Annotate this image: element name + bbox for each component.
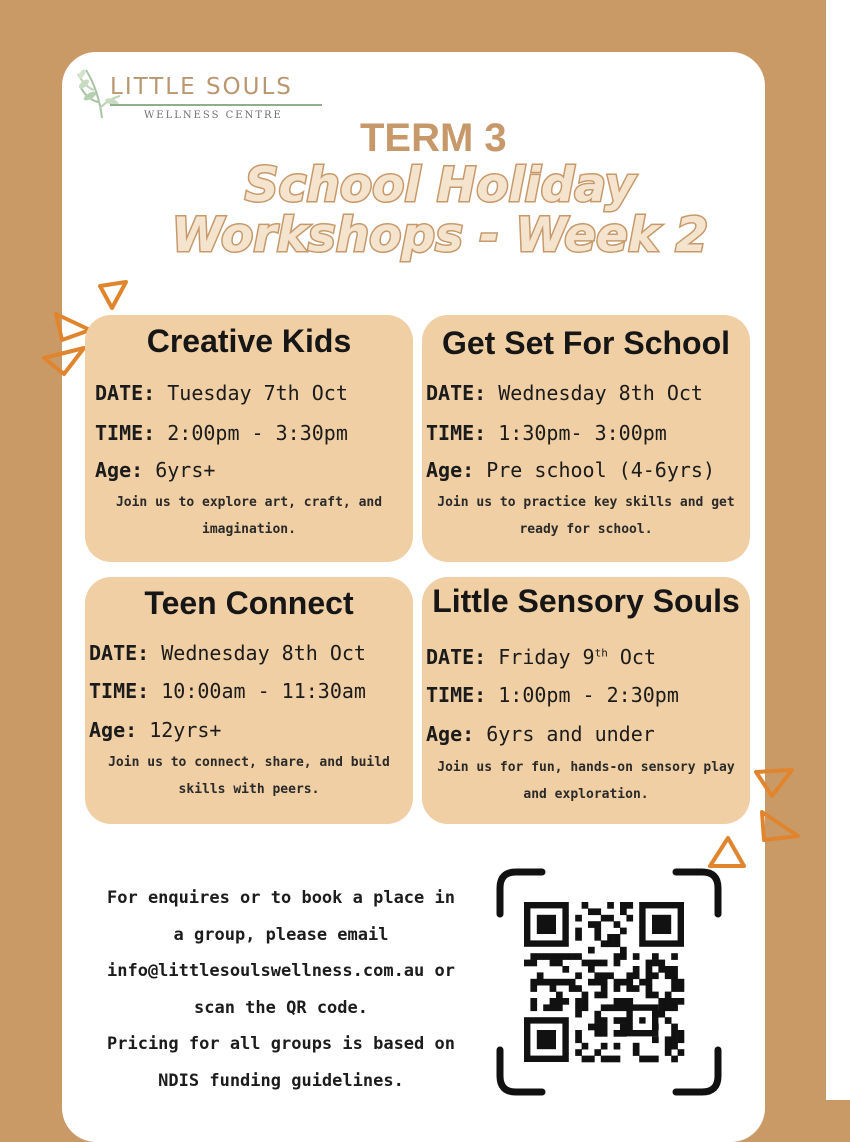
description-line: and exploration. — [523, 787, 649, 802]
date-value: Wednesday 8th Oct — [161, 641, 366, 665]
headline-line-1: School Holiday — [244, 158, 636, 213]
workshop-age — [89, 718, 221, 742]
workshop-card-creative-kids — [85, 315, 413, 562]
workshop-age — [426, 722, 655, 746]
workshop-card-teen-connect — [85, 577, 413, 824]
age-label: Age: — [426, 722, 475, 746]
workshop-title: Little Sensory Souls — [432, 583, 740, 619]
age-label: Age: — [426, 458, 475, 482]
description-line: ready for school. — [519, 522, 653, 537]
description-line: imagination. — [202, 522, 296, 537]
headline-line-2: Workshops - Week 2 — [171, 208, 709, 263]
workshop-date — [95, 381, 348, 405]
qr-code[interactable] — [496, 868, 722, 1096]
workshop-title: Creative Kids — [146, 323, 352, 359]
brand-subtitle: WELLNESS CENTRE — [144, 110, 283, 121]
time-label: TIME: — [426, 421, 487, 445]
age-value: Pre school (4-6yrs) — [486, 458, 715, 482]
workshop-age — [95, 458, 215, 482]
workshop-title: Get Set For School — [441, 325, 731, 361]
contact-info — [86, 880, 476, 1099]
age-value: 6yrs and under — [486, 722, 655, 746]
description-line: Join us to explore art, craft, and — [115, 495, 383, 510]
workshop-description — [93, 489, 405, 543]
workshop-time — [89, 679, 366, 703]
age-value: 12yrs+ — [149, 718, 222, 742]
date-label: DATE: — [426, 645, 487, 669]
time-value: 10:00am - 11:30am — [161, 679, 366, 703]
time-label: TIME: — [426, 683, 487, 707]
description-line: Join us to connect, share, and build — [108, 755, 390, 770]
workshop-description — [424, 754, 748, 808]
age-value: 6yrs+ — [155, 458, 216, 482]
brand-logo — [72, 62, 332, 122]
workshop-date — [426, 381, 703, 405]
workshop-date — [426, 645, 656, 669]
brand-name: LITTLE SOULS — [110, 74, 293, 100]
time-label: TIME: — [89, 679, 150, 703]
date-label: DATE: — [89, 641, 150, 665]
contact-line: For enquires or to book a place in — [107, 888, 455, 908]
qr-code-icon — [496, 868, 722, 1096]
description-line: Join us to practice key skills and get — [437, 495, 735, 510]
time-label: TIME: — [95, 421, 156, 445]
date-value: Tuesday 7th Oct — [167, 381, 348, 405]
date-label: DATE: — [95, 381, 156, 405]
workshop-description — [426, 489, 746, 543]
pricing-line: NDIS funding guidelines. — [158, 1070, 404, 1091]
time-value: 1:00pm - 2:30pm — [498, 683, 679, 707]
contact-email[interactable]: info@littlesoulswellness.com.au or — [107, 961, 455, 981]
qr-modules — [524, 902, 684, 1062]
description-line: skills with peers. — [178, 782, 320, 797]
contact-line: scan the QR code. — [194, 997, 368, 1018]
time-value: 2:00pm - 3:30pm — [167, 421, 348, 445]
description-line: Join us for fun, hands-on sensory play — [437, 760, 735, 775]
age-label: Age: — [95, 458, 144, 482]
workshop-time — [426, 421, 667, 445]
date-label: DATE: — [426, 381, 487, 405]
term-heading: TERM 3 — [360, 116, 507, 160]
date-value: Wednesday 8th Oct — [498, 381, 703, 405]
pricing-line: Pricing for all groups is based on — [107, 1034, 455, 1054]
workshop-description — [93, 749, 405, 803]
workshop-time — [426, 683, 679, 707]
brand-divider — [110, 104, 322, 106]
date-ordinal: th — [594, 646, 608, 660]
workshop-card-little-sensory-souls — [422, 577, 750, 824]
workshop-title: Teen Connect — [144, 585, 354, 621]
workshop-date — [89, 641, 366, 665]
date-value: Friday 9 — [498, 645, 595, 669]
workshop-age — [426, 458, 715, 482]
date-month: Oct — [607, 645, 657, 669]
age-label: Age: — [89, 718, 138, 742]
workshop-time — [95, 421, 348, 445]
page-edge-strip — [826, 0, 850, 1100]
time-value: 1:30pm- 3:00pm — [498, 421, 667, 445]
workshop-card-get-set-for-school — [422, 315, 750, 562]
contact-line: a group, please email — [173, 924, 389, 945]
